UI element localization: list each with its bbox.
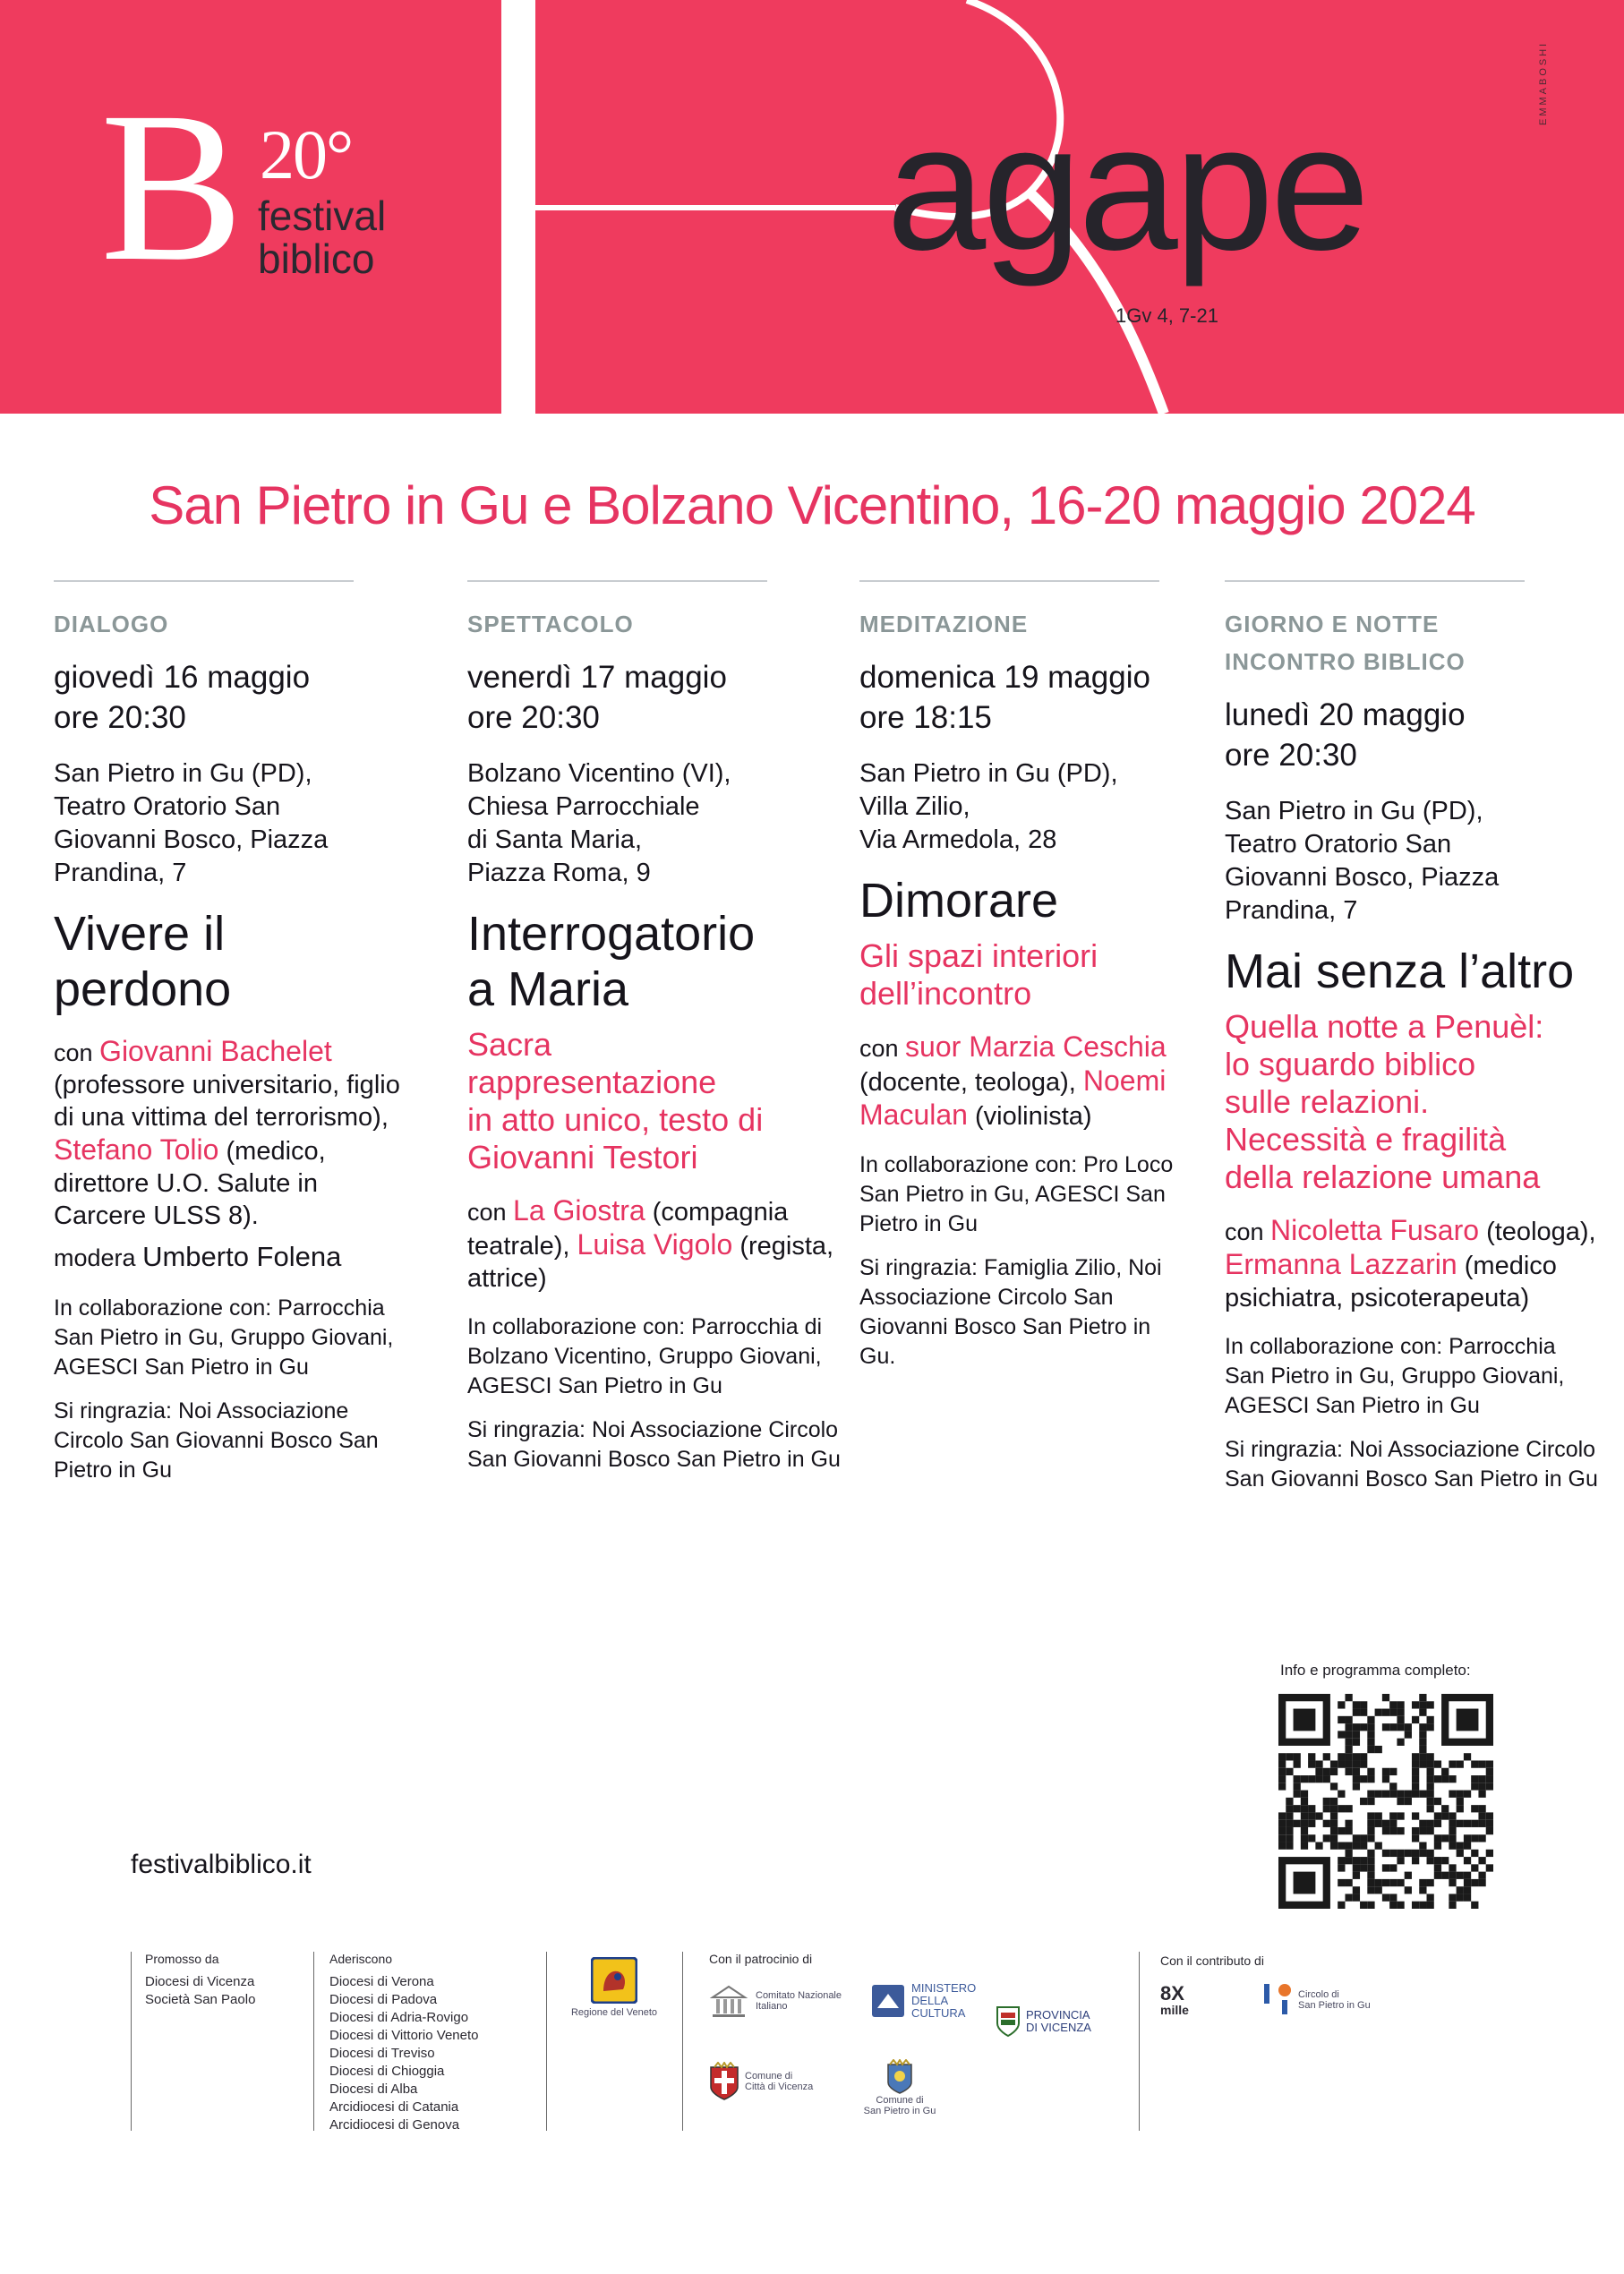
contribution-label: Con il contributo di bbox=[1160, 1953, 1264, 1968]
venue-line: Via Armedola, 28 bbox=[859, 825, 1057, 854]
citta-line: Città di Vicenza bbox=[745, 2082, 814, 2092]
venue-line: Villa Zilio, bbox=[859, 792, 970, 821]
event-category bbox=[54, 605, 412, 643]
guest-name: Ermanna Lazzarin bbox=[1225, 1248, 1457, 1280]
thanks-note: Si ringrazia: Noi Associazione Circolo San Giovanni Bosco San Pietro in Gu bbox=[54, 1398, 379, 1483]
mille-label: mille bbox=[1160, 2003, 1189, 2017]
promoted-label: Promosso da bbox=[145, 1952, 219, 1966]
event-column-4 bbox=[1225, 580, 1601, 1494]
otto-per-mille-logo bbox=[1160, 1979, 1210, 2022]
white-bar bbox=[501, 0, 535, 414]
event-guests bbox=[1225, 1214, 1601, 1314]
guest-name: suor Marzia Ceschia bbox=[905, 1030, 1167, 1063]
title-line: Interrogatorio bbox=[467, 907, 756, 961]
venue-line: Chiesa Parrocchiale bbox=[467, 792, 700, 821]
event-moderator bbox=[54, 1239, 412, 1276]
festival-logo bbox=[100, 67, 440, 305]
venue-line: di Santa Maria, bbox=[467, 825, 643, 854]
noi-logo-icon bbox=[1262, 1980, 1293, 2020]
thanks-note: Si ringrazia: Famiglia Zilio, Noi Associazione Circolo San Giovanni Bosco San Pietro in Gu. bbox=[859, 1255, 1162, 1369]
event-title bbox=[467, 906, 843, 1017]
venue-line: Giovanni Bosco, Piazza bbox=[54, 825, 329, 854]
lion-emblem-icon bbox=[591, 1957, 637, 2004]
guest-description: (medico psichiatra, psicoterapeuta) bbox=[1225, 1252, 1557, 1312]
logo-biblico: biblico bbox=[258, 235, 375, 282]
guest-description: (regista, attrice) bbox=[467, 1232, 834, 1293]
moderator-name: Umberto Folena bbox=[142, 1241, 342, 1272]
subtitle-line: Necessità e fragilità bbox=[1225, 1121, 1507, 1158]
member-item: Diocesi di Vittorio Veneto bbox=[329, 2028, 479, 2043]
guest-name: Stefano Tolio bbox=[54, 1133, 219, 1166]
column-rule bbox=[467, 580, 767, 582]
title-line: Mai senza l’altro bbox=[1225, 945, 1575, 998]
with-word: con bbox=[54, 1039, 100, 1066]
event-datetime bbox=[54, 657, 412, 738]
promoted-list bbox=[145, 1973, 255, 2009]
logo-letter: B bbox=[100, 67, 244, 305]
promoter-item: Società San Paolo bbox=[145, 1992, 256, 2007]
event-title bbox=[859, 873, 1191, 928]
unesco-logo bbox=[709, 1979, 861, 2023]
comune-line: Comune di bbox=[876, 2095, 924, 2106]
guest-name: Luisa Vigolo bbox=[577, 1228, 733, 1261]
comune-line: San Pietro in Gu bbox=[863, 2106, 936, 2116]
column-rule bbox=[54, 580, 354, 582]
with-word: con bbox=[859, 1035, 906, 1062]
subtitle-line: lo sguardo biblico bbox=[1225, 1046, 1476, 1082]
event-datetime bbox=[467, 657, 843, 738]
footer-divider-3 bbox=[546, 1952, 547, 2131]
guest-description: (teologa), bbox=[1486, 1218, 1596, 1246]
datetime-line: giovedì 16 maggio bbox=[54, 660, 311, 695]
venue-line: San Pietro in Gu (PD), bbox=[54, 759, 312, 788]
collaboration-note: In collaborazione con: Parrocchia San Pietro in Gu, Gruppo Giovani, AGESCI San Pietro in Gu bbox=[54, 1295, 394, 1380]
regione-veneto-logo bbox=[559, 1952, 670, 2023]
category-line: INCONTRO BIBLICO bbox=[1225, 648, 1466, 675]
subtitle-line: Giovanni Testori bbox=[467, 1139, 698, 1175]
circolo-caption bbox=[1298, 1989, 1371, 2011]
event-subtitle bbox=[1225, 1008, 1601, 1196]
logo-festival: festival bbox=[258, 192, 387, 239]
subtitle-line: della relazione umana bbox=[1225, 1158, 1541, 1195]
member-item: Diocesi di Padova bbox=[329, 1992, 438, 2007]
qr-code[interactable] bbox=[1278, 1694, 1493, 1909]
event-title bbox=[54, 906, 412, 1017]
footer-divider-5 bbox=[1139, 1952, 1140, 2131]
circolo-noi-logo bbox=[1262, 1979, 1388, 2022]
guest-name: Noemi Maculan bbox=[859, 1064, 1167, 1131]
unesco-caption: Comitato Nazionale Italiano bbox=[756, 1990, 842, 2012]
ministero-line: CULTURA bbox=[911, 2006, 966, 2020]
with-word: con bbox=[467, 1199, 514, 1226]
ministry-emblem-icon bbox=[870, 1983, 906, 2019]
event-venue bbox=[467, 757, 843, 890]
event-column-1 bbox=[54, 580, 412, 1485]
design-credit: EMMABOSHI bbox=[1538, 40, 1549, 125]
column-rule bbox=[859, 580, 1159, 582]
citta-line: Comune di bbox=[745, 2071, 793, 2082]
thanks-note: Si ringrazia: Noi Associazione Circolo San Giovanni Bosco San Pietro in Gu bbox=[467, 1417, 841, 1472]
logo-edition: 20° bbox=[260, 115, 353, 193]
with-word: con bbox=[1225, 1218, 1271, 1245]
datetime-line: domenica 19 maggio bbox=[859, 660, 1150, 695]
collaboration-note: In collaborazione con: Pro Loco San Pietro in Gu, AGESCI San Pietro in Gu bbox=[859, 1152, 1174, 1236]
member-item: Diocesi di Treviso bbox=[329, 2046, 435, 2061]
collaboration-note: In collaborazione con: Parrocchia di Bolzano Vicentino, Gruppo Giovani, AGESCI San Pietro in Gu bbox=[467, 1314, 823, 1398]
vicenza-crest-icon bbox=[709, 2062, 739, 2101]
circolo-line: Circolo di bbox=[1298, 1989, 1339, 2000]
subtitle-line: dell’incontro bbox=[859, 975, 1032, 1012]
members-label: Aderiscono bbox=[329, 1952, 393, 1966]
datetime-line: ore 20:30 bbox=[54, 700, 186, 735]
circolo-line: San Pietro in Gu bbox=[1298, 2000, 1371, 2011]
subtitle-line: rappresentazione bbox=[467, 1064, 717, 1100]
member-item: Arcidiocesi di Catania bbox=[329, 2099, 459, 2115]
event-title bbox=[1225, 944, 1601, 999]
venue-line: San Pietro in Gu (PD), bbox=[859, 759, 1118, 788]
event-category bbox=[467, 605, 843, 643]
datetime-line: venerdì 17 maggio bbox=[467, 660, 727, 695]
qr-label: Info e programma completo: bbox=[1280, 1662, 1471, 1679]
title-line: Vivere il bbox=[54, 907, 226, 961]
category-line: SPETTACOLO bbox=[467, 611, 634, 637]
comune-caption bbox=[864, 2095, 936, 2116]
member-item: Arcidiocesi di Genova bbox=[329, 2117, 460, 2133]
subtitle-line: Gli spazi interiori bbox=[859, 937, 1098, 974]
event-category bbox=[859, 605, 1191, 643]
provincia-vicenza-logo bbox=[996, 2002, 1130, 2041]
bible-verse: 1Gv 4, 7-21 bbox=[1115, 304, 1218, 327]
provincia-line: PROVINCIA bbox=[1026, 2008, 1090, 2022]
guest-description: (medico, direttore U.O. Salute in Carcere ULSS 8). bbox=[54, 1137, 326, 1230]
venue-line: San Pietro in Gu (PD), bbox=[1225, 797, 1483, 825]
event-venue bbox=[1225, 795, 1601, 928]
footer-divider-2 bbox=[313, 1952, 314, 2131]
event-column-3 bbox=[859, 580, 1191, 1372]
comune-spg-logo bbox=[850, 2056, 949, 2120]
datetime-line: ore 18:15 bbox=[859, 700, 992, 735]
member-item: Diocesi di Verona bbox=[329, 1974, 434, 1989]
event-category bbox=[1225, 605, 1601, 680]
guest-description: (docente, teologa), bbox=[859, 1068, 1076, 1097]
guest-name: La Giostra bbox=[513, 1194, 645, 1227]
event-guests bbox=[54, 1035, 412, 1232]
subtitle-line: Sacra bbox=[467, 1026, 552, 1063]
footer-divider-1 bbox=[131, 1952, 132, 2131]
category-line: MEDITAZIONE bbox=[859, 611, 1029, 637]
guest-description: (violinista) bbox=[975, 1102, 1092, 1131]
title-line: a Maria bbox=[467, 962, 629, 1016]
category-line: GIORNO E NOTTE bbox=[1225, 611, 1440, 637]
provincia-caption bbox=[1026, 2009, 1091, 2034]
column-rule bbox=[1225, 580, 1525, 582]
subtitle-line: Quella notte a Penuèl: bbox=[1225, 1008, 1544, 1045]
venue-line: Prandina, 7 bbox=[54, 859, 187, 887]
venue-line: Piazza Roma, 9 bbox=[467, 859, 651, 887]
theme-title: agape bbox=[886, 88, 1367, 287]
subtitle-line: in atto unico, testo di bbox=[467, 1101, 764, 1138]
ministero-cultura-logo bbox=[870, 1979, 987, 2023]
ministero-line: DELLA bbox=[911, 1994, 949, 2007]
otto-label: 8X bbox=[1160, 1982, 1184, 2005]
guest-name: Giovanni Bachelet bbox=[99, 1035, 332, 1067]
citta-caption bbox=[745, 2071, 813, 2092]
ministero-line: MINISTERO bbox=[911, 1981, 977, 1995]
header-banner bbox=[0, 0, 1624, 414]
promoter-item: Diocesi di Vicenza bbox=[145, 1974, 255, 1989]
collaboration-note: In collaborazione con: Parrocchia San Pietro in Gu, Gruppo Giovani, AGESCI San Pietro in Gu bbox=[1225, 1334, 1565, 1418]
guest-name: Nicoletta Fusaro bbox=[1270, 1214, 1480, 1246]
venue-line: Bolzano Vicentino (VI), bbox=[467, 759, 731, 788]
comune-crest-icon bbox=[886, 2059, 913, 2095]
event-guests bbox=[859, 1030, 1191, 1133]
event-column-2 bbox=[467, 580, 843, 1475]
venue-line: Prandina, 7 bbox=[1225, 896, 1358, 925]
website-link[interactable]: festivalbiblico.it bbox=[131, 1850, 312, 1879]
event-datetime bbox=[1225, 695, 1601, 775]
event-subtitle bbox=[467, 1026, 843, 1176]
category-line: DIALOGO bbox=[54, 611, 169, 637]
venue-line: Giovanni Bosco, Piazza bbox=[1225, 863, 1500, 892]
event-venue bbox=[859, 757, 1191, 857]
guest-description: (compagnia teatrale), bbox=[467, 1198, 789, 1261]
place-date-heading: San Pietro in Gu e Bolzano Vicentino, 16-20 maggio 2024 bbox=[149, 475, 1475, 535]
datetime-line: ore 20:30 bbox=[467, 700, 600, 735]
members-list bbox=[329, 1973, 479, 2134]
footer-divider-4 bbox=[682, 1952, 683, 2131]
guest-description: (professore universitario, figlio di una vittima del terrorismo), bbox=[54, 1071, 400, 1132]
temple-icon bbox=[709, 1981, 748, 2021]
event-subtitle bbox=[859, 937, 1191, 1013]
datetime-line: lunedì 20 maggio bbox=[1225, 697, 1466, 732]
subtitle-line: sulle relazioni. bbox=[1225, 1083, 1430, 1120]
event-guests bbox=[467, 1194, 843, 1295]
member-item: Diocesi di Alba bbox=[329, 2082, 418, 2097]
patronage-label: Con il patrocinio di bbox=[709, 1952, 813, 1966]
thanks-note: Si ringrazia: Noi Associazione Circolo San Giovanni Bosco San Pietro in Gu bbox=[1225, 1437, 1598, 1492]
regione-caption: Regione del Veneto bbox=[570, 2007, 658, 2018]
title-line: perdono bbox=[54, 962, 232, 1016]
event-venue bbox=[54, 757, 412, 890]
provincia-shield-icon bbox=[996, 2005, 1021, 2038]
title-line: Dimorare bbox=[859, 874, 1059, 928]
moderator-label: modera bbox=[54, 1244, 143, 1271]
ministero-caption bbox=[911, 1982, 976, 2020]
venue-line: Teatro Oratorio San bbox=[54, 792, 281, 821]
datetime-line: ore 20:30 bbox=[1225, 738, 1357, 773]
venue-line: Teatro Oratorio San bbox=[1225, 830, 1452, 859]
event-datetime bbox=[859, 657, 1191, 738]
citta-vicenza-logo bbox=[709, 2059, 843, 2104]
provincia-line: DI VICENZA bbox=[1026, 2021, 1091, 2034]
member-item: Diocesi di Adria-Rovigo bbox=[329, 2010, 469, 2025]
member-item: Diocesi di Chioggia bbox=[329, 2064, 445, 2079]
